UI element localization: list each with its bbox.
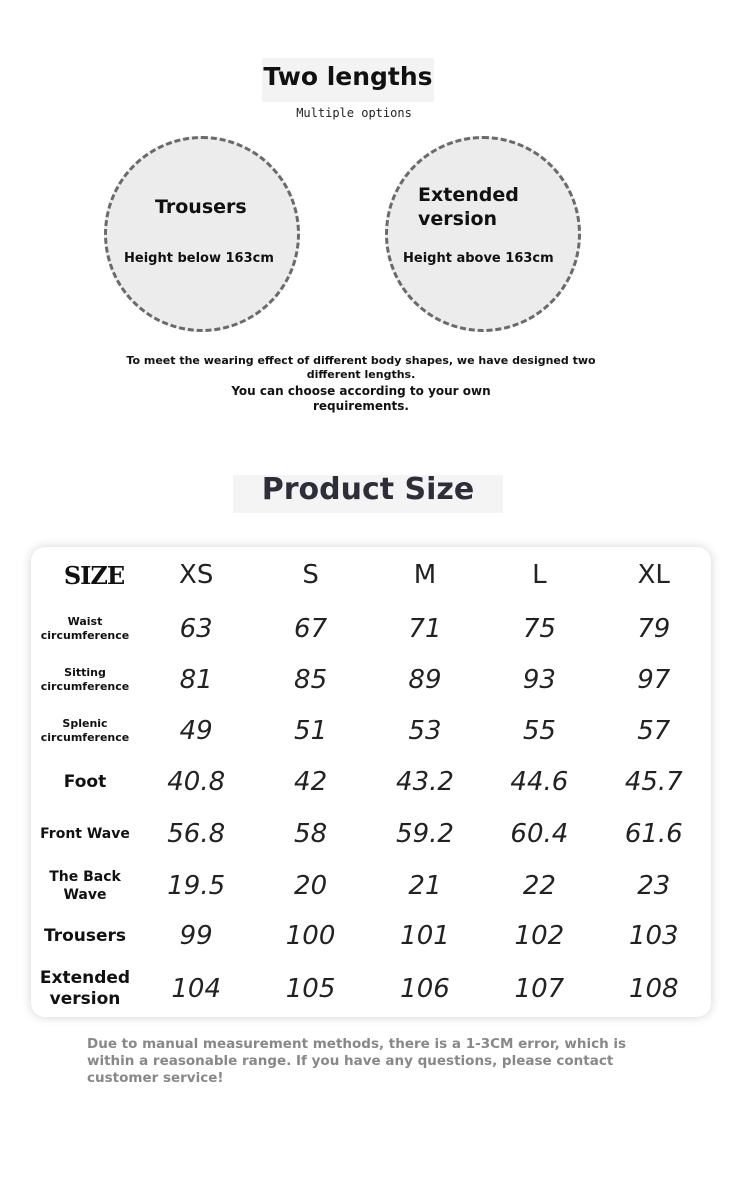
table-cell: 51 <box>294 715 328 746</box>
table-header-row <box>31 547 711 603</box>
table-cell: 21 <box>408 870 442 901</box>
size-header-s: S <box>302 560 319 590</box>
table-cell: 75 <box>522 613 556 644</box>
table-cell: 45.7 <box>624 767 683 797</box>
table-cell: 56.8 <box>167 819 226 849</box>
table-cell: 61.6 <box>624 819 683 849</box>
table-cell: 100 <box>285 921 336 951</box>
size-header-xl: XL <box>637 560 670 590</box>
table-cell: 23 <box>637 870 671 901</box>
table-cell: 105 <box>285 974 336 1004</box>
table-cell: 102 <box>514 921 565 951</box>
size-header-xs: XS <box>179 560 214 590</box>
table-cell: 40.8 <box>167 767 226 797</box>
row-label-splenic: Splenic circumference <box>40 716 130 744</box>
table-cell: 71 <box>408 613 442 644</box>
row-label-front-wave: Front Wave <box>40 826 130 842</box>
table-cell: 107 <box>514 974 565 1004</box>
table-row <box>31 603 711 654</box>
option-circle-extended <box>385 136 581 332</box>
table-cell: 104 <box>171 974 222 1004</box>
table-cell: 42 <box>294 767 328 797</box>
table-row <box>31 705 711 756</box>
option-title: Trousers <box>155 196 247 218</box>
table-row <box>31 808 711 860</box>
option-circle-trousers <box>104 136 300 332</box>
two-lengths-subtitle: Multiple options <box>296 106 412 120</box>
table-row <box>31 961 711 1017</box>
row-label-back-wave: The Back Wave <box>49 868 121 903</box>
note-line-1: To meet the wearing effect of different body shapes, we have designed two different lengths. <box>126 354 596 381</box>
table-cell: 53 <box>408 715 442 746</box>
measurement-disclaimer: Due to manual measurement methods, there is a 1-3CM error, which is within a reasonable range. If you have any questions, please contact customer service! <box>87 1036 627 1086</box>
table-cell: 19.5 <box>167 870 226 901</box>
table-cell: 108 <box>628 974 679 1004</box>
table-cell: 60.4 <box>510 819 569 849</box>
table-cell: 43.2 <box>396 767 454 797</box>
row-label-trousers: Trousers <box>43 925 127 946</box>
two-lengths-title: Two lengths <box>262 58 434 102</box>
table-cell: 58 <box>294 819 328 849</box>
size-header-l: L <box>532 560 547 590</box>
table-cell: 101 <box>400 921 450 951</box>
table-cell: 67 <box>294 613 328 644</box>
table-cell: 63 <box>179 613 213 644</box>
table-cell: 57 <box>637 715 671 746</box>
table-cell: 44.6 <box>510 767 569 797</box>
lengths-note <box>104 354 618 414</box>
option-title: Extended version <box>418 184 519 230</box>
table-row <box>31 911 711 961</box>
table-cell: 55 <box>522 715 556 746</box>
table-cell: 85 <box>294 664 328 695</box>
table-cell: 89 <box>408 664 442 695</box>
size-chart-card <box>31 547 711 1017</box>
table-cell: 59.2 <box>396 819 454 849</box>
row-label-waist: Waist circumference <box>40 614 130 642</box>
table-cell: 22 <box>522 870 556 901</box>
table-cell: 97 <box>637 664 671 695</box>
size-header-label: SIZE <box>63 560 125 590</box>
table-cell: 79 <box>637 613 671 644</box>
row-label-extended: Extended version <box>39 968 131 1009</box>
table-cell: 20 <box>294 870 328 901</box>
table-cell: 93 <box>522 664 556 695</box>
table-row <box>31 860 711 911</box>
table-row <box>31 756 711 808</box>
table-cell: 49 <box>179 715 213 746</box>
table-cell: 99 <box>179 921 213 951</box>
product-size-title: Product Size <box>233 475 503 513</box>
note-line-2: You can choose according to your own requirements. <box>231 384 491 413</box>
row-label-sitting: Sitting circumference <box>40 665 130 693</box>
option-height-text: Height above 163cm <box>403 251 554 266</box>
size-table <box>31 547 711 1017</box>
table-cell: 81 <box>179 664 213 695</box>
row-label-foot: Foot <box>63 771 107 792</box>
table-row <box>31 654 711 705</box>
table-cell: 103 <box>628 921 679 951</box>
option-height-text: Height below 163cm <box>124 251 274 266</box>
size-header-m: M <box>413 560 437 590</box>
table-cell: 106 <box>400 974 450 1004</box>
